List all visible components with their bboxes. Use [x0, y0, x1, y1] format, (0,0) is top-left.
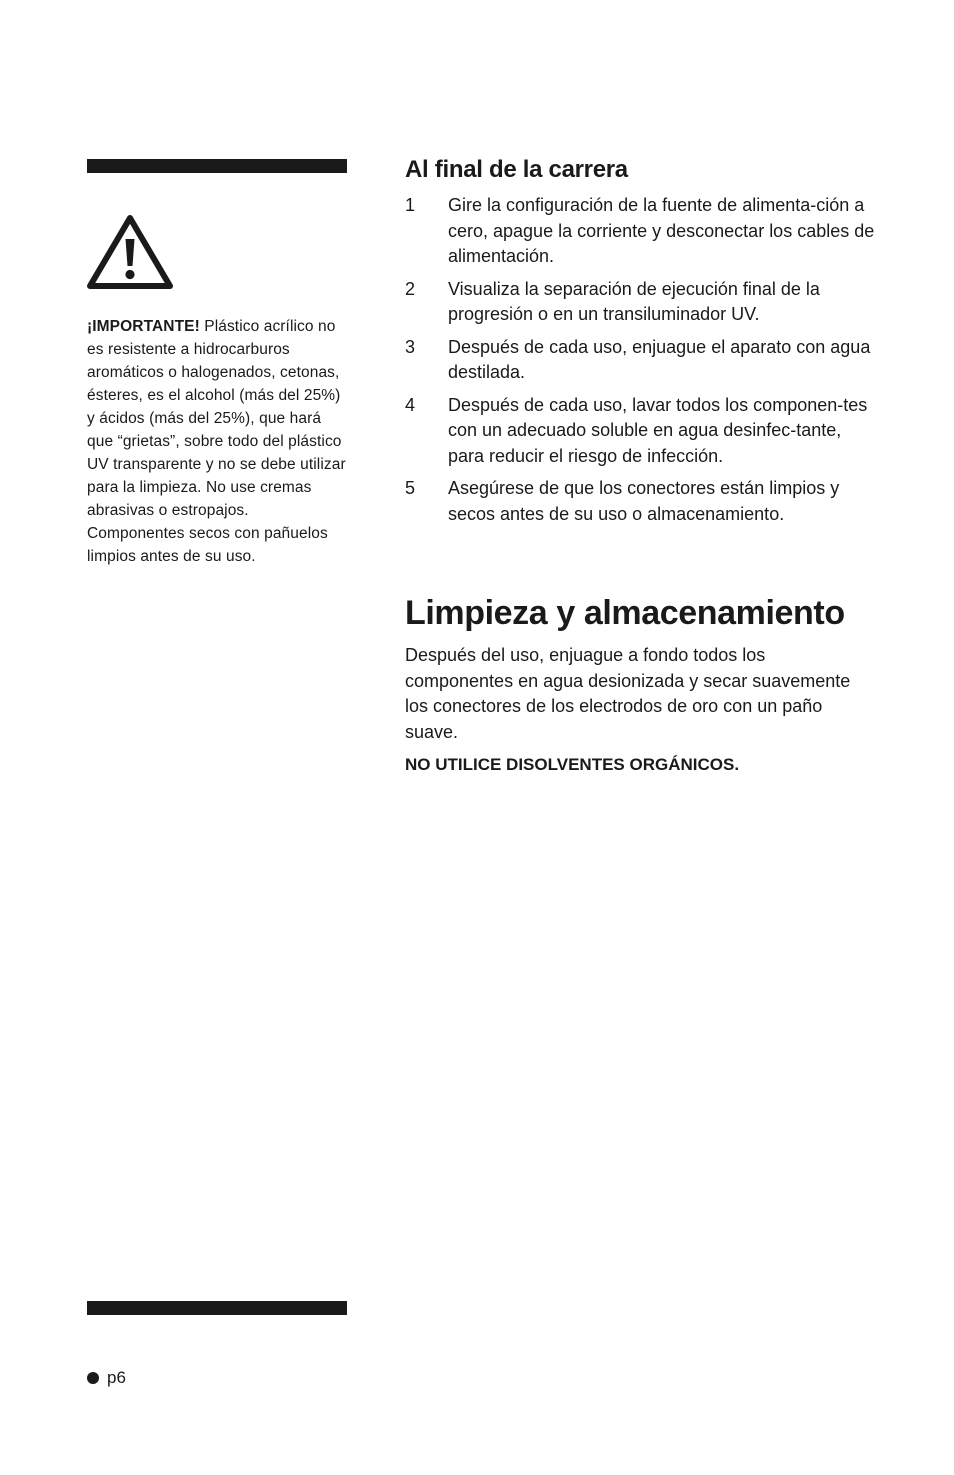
step-text: Visualiza la separación de ejecución final de la progresión o en un transiluminador UV. — [448, 278, 820, 324]
step-text: Asegúrese de que los conectores están limpios y secos antes de su uso o almacenamiento. — [448, 478, 840, 524]
page-label: p6 — [107, 1368, 126, 1387]
important-note — [87, 315, 349, 568]
bullet-icon — [87, 1372, 99, 1384]
step-item — [405, 277, 875, 328]
step-number: 2 — [405, 278, 416, 299]
cleaning-heading: Limpieza y almacenamiento — [405, 594, 845, 632]
step-number: 1 — [405, 195, 416, 215]
solvent-warning: NO UTILICE DISOLVENTES ORGÁNICOS. — [405, 755, 740, 774]
step-item — [405, 393, 875, 470]
bottom-rule — [87, 1301, 347, 1315]
top-rule — [87, 159, 347, 173]
step-text: Después de cada uso, enjuague el aparato con agua destilada. — [448, 336, 871, 382]
step-text: Gire la configuración de la fuente de alimenta-ción a cero, apague la corriente y desconectar los cables de alimentación. — [448, 195, 875, 266]
page-number — [87, 1367, 126, 1389]
important-label: ¡IMPORTANTE! — [87, 318, 200, 335]
step-number: 4 — [405, 394, 416, 415]
step-item — [405, 193, 875, 270]
run-end-steps — [405, 193, 875, 527]
step-number: 5 — [405, 478, 416, 498]
warning-triangle-icon — [86, 213, 174, 291]
cleaning-paragraph: Después del uso, enjuague a fondo todos los componentes en agua desionizada y secar suavemente los conectores de los electrodos de oro con un paño suave. — [405, 645, 851, 742]
step-text: Después de cada uso, lavar todos los componen-tes con un adecuado soluble en agua desinfec-tante, para reducir el riesgo de infección. — [448, 394, 868, 466]
important-text: Plástico acrílico no es resistente a hidrocarburos aromáticos o halogenados, cetonas, ésteres, es el alcohol (más del 25%) y ácidos (más del 25%), que hará que “grietas”, sobre todo del plástico UV transparente y no se debe utilizar para la limpieza. No use cremas abrasivas o estropajos. Componentes secos con pañuelos limpios antes de su uso. — [87, 318, 346, 565]
run-end-heading: Al final de la carrera — [405, 156, 628, 183]
step-number: 3 — [405, 336, 416, 357]
step-item — [405, 335, 875, 386]
step-item — [405, 476, 875, 527]
main-content — [405, 155, 875, 777]
